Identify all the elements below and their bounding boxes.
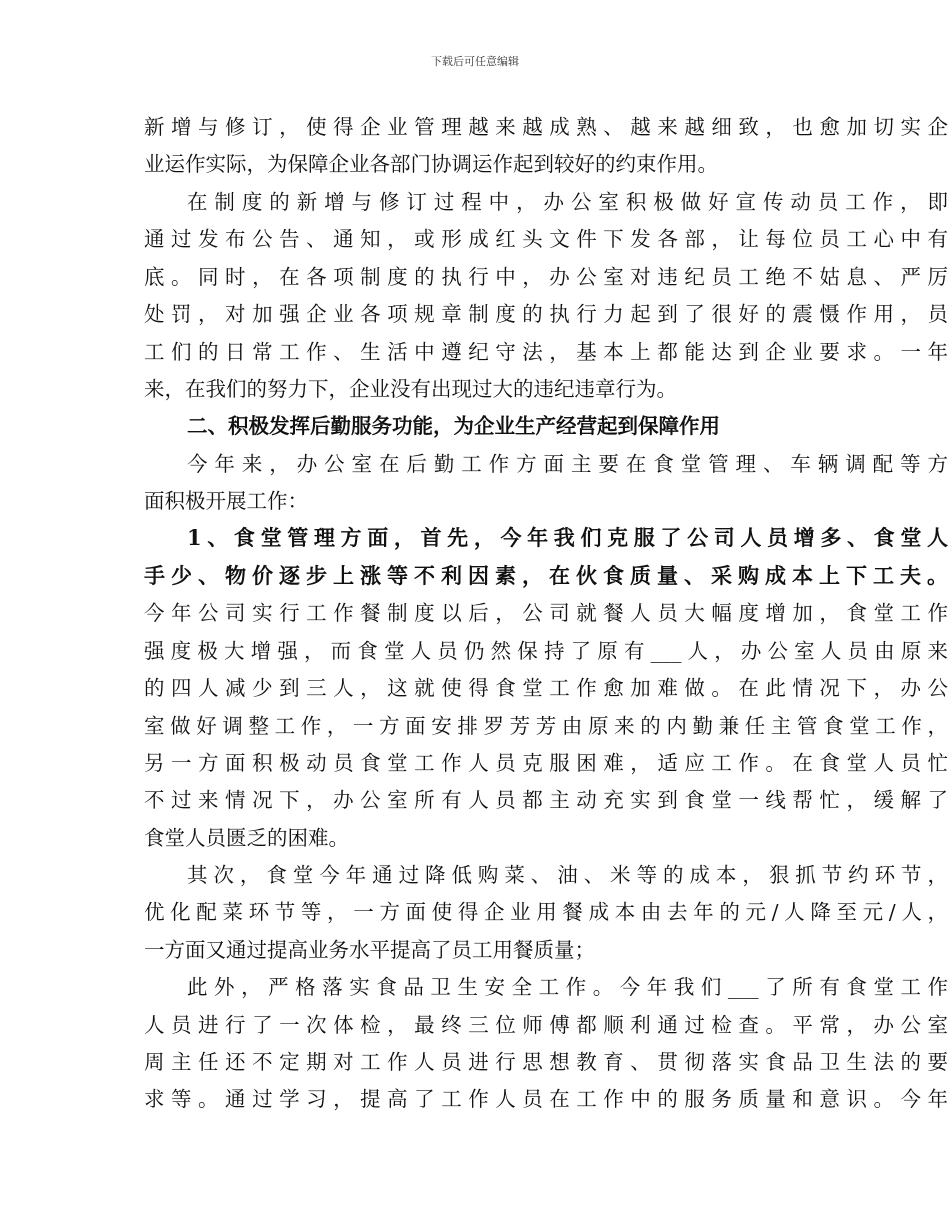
body-line-21: 其次，食堂今年通过降低购菜、油、米等的成本，狠抓节约环节， bbox=[187, 863, 948, 887]
body-line-14: 今年公司实行工作餐制度以后，公司就餐人员大幅度增加，食堂工作 bbox=[144, 601, 948, 625]
body-line-7: 工们的日常工作、生活中遵纪守法，基本上都能达到企业要求。一年 bbox=[144, 340, 948, 364]
body-line-22: 优化配菜环节等，一方面使得企业用餐成本由去年的元/人降至元/人， bbox=[144, 900, 948, 924]
body-line-4: 通过发布公告、通知，或形成红头文件下发各部，让每位员工心中有 bbox=[144, 227, 948, 251]
body-line-2: 业运作实际，为保障企业各部门协调运作起到较好的约束作用。 bbox=[144, 152, 718, 176]
bold-line-1: 1、食堂管理方面，首先，今年我们克服了公司人员增多、食堂人 bbox=[187, 525, 948, 550]
body-line-11: 面积极开展工作： bbox=[144, 489, 308, 513]
body-line-25: 人员进行了一次体检，最终三位师傅都顺利通过检查。平常，办公室 bbox=[144, 1013, 948, 1037]
body-line-19: 不过来情况下，办公室所有人员都主动充实到食堂一线帮忙，缓解了 bbox=[144, 788, 948, 812]
body-line-26: 周主任还不定期对工作人员进行思想教育、贯彻落实食品卫生法的要 bbox=[144, 1050, 948, 1074]
body-line-10: 今年来，办公室在后勤工作方面主要在食堂管理、车辆调配等方 bbox=[187, 452, 948, 476]
section-heading: 二、积极发挥后勤服务功能，为企业生产经营起到保障作用 bbox=[187, 414, 720, 438]
body-line-1: 新增与修订，使得企业管理越来越成熟、越来越细致，也愈加切实企 bbox=[144, 115, 948, 139]
body-line-17: 室做好调整工作，一方面安排罗芳芳由原来的内勤兼任主管食堂工作， bbox=[144, 714, 948, 738]
body-line-15: 强度极大增强，而食堂人员仍然保持了原有___人，办公室人员由原来 bbox=[144, 639, 948, 663]
body-line-3: 在制度的新增与修订过程中，办公室积极做好宣传动员工作，即 bbox=[187, 190, 948, 214]
body-line-16: 的四人减少到三人，这就使得食堂工作愈加难做。在此情况下，办公 bbox=[144, 676, 948, 700]
body-line-27: 求等。通过学习，提高了工作人员在工作中的服务质量和意识。今年 bbox=[144, 1087, 948, 1111]
body-line-20: 食堂人员匮乏的困难。 bbox=[144, 826, 349, 850]
body-line-18: 另一方面积极动员食堂工作人员克服困难，适应工作。在食堂人员忙 bbox=[144, 751, 948, 775]
body-line-5: 底。同时，在各项制度的执行中，办公室对违纪员工绝不姑息、严厉 bbox=[144, 265, 948, 289]
bold-line-2: 手少、物价逐步上涨等不利因素，在伙食质量、采购成本上下工夫。 bbox=[144, 563, 948, 588]
body-line-8: 来，在我们的努力下，企业没有出现过大的违纪违章行为。 bbox=[144, 377, 677, 401]
page-header: 下载后可任意编辑 bbox=[431, 55, 519, 68]
body-line-23: 一方面又通过提高业务水平提高了员工用餐质量； bbox=[144, 938, 595, 962]
body-line-6: 处罚，对加强企业各项规章制度的执行力起到了很好的震慑作用，员 bbox=[144, 302, 948, 326]
body-line-24: 此外，严格落实食品卫生安全工作。今年我们___了所有食堂工作 bbox=[187, 975, 948, 999]
